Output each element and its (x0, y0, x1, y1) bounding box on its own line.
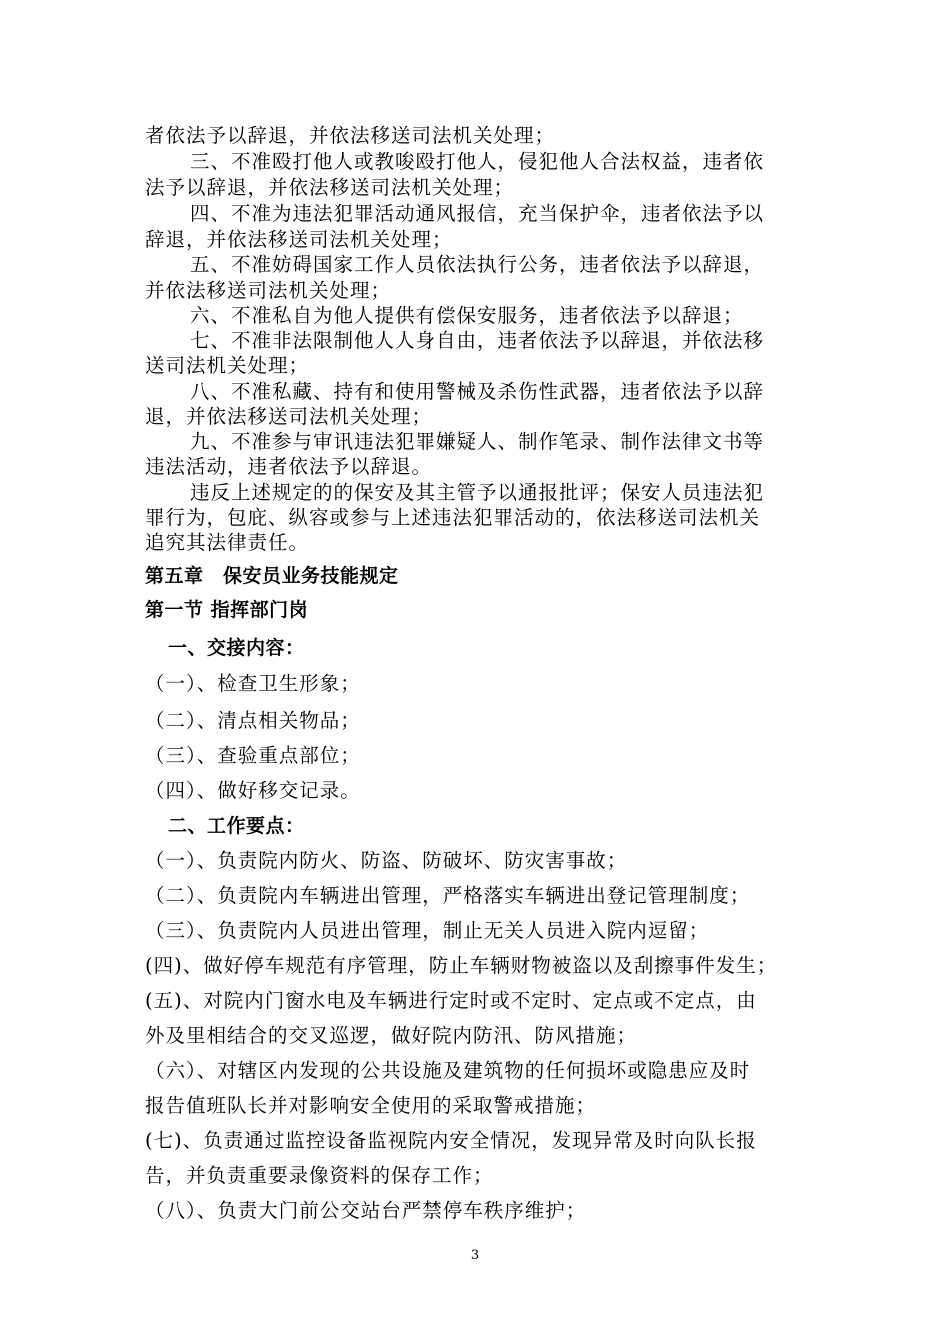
text-line: 三、不准殴打他人或教唆殴打他人，侵犯他人合法权益，违者依 (190, 150, 765, 173)
text-line: 追究其法律责任。 (145, 531, 310, 554)
list-item-continuation: 外及里相结合的交叉巡逻，做好院内防汛、防风措施； (145, 1024, 638, 1047)
subsection-heading: 二、工作要点： (168, 815, 305, 837)
text-line: 送司法机关处理； (145, 354, 310, 377)
text-line: 并依法移送司法机关处理； (145, 279, 392, 302)
text-line: 七、不准非法限制他人人身自由，违者依法予以辞退，并依法移 (190, 329, 765, 352)
chapter-heading: 第五章 保安员业务技能规定 (145, 565, 399, 587)
text-line: 四、不准为违法犯罪活动通风报信，充当保护伞，违者依法予以 (190, 202, 765, 225)
subsection-heading: 一、交接内容： (168, 637, 305, 659)
page-number: 3 (470, 1248, 480, 1263)
text-line: 八、不准私藏、持有和使用警械及杀伤性武器，违者依法予以辞 (190, 380, 765, 403)
list-item: (四)、做好停车规范有序管理，防止车辆财物被盗以及刮擦事件发生； (145, 954, 778, 977)
list-item: （六）、对辖区内发现的公共设施及建筑物的任何损坏或隐患应及时 (145, 1059, 751, 1082)
text-line: 五、不准妨碍国家工作人员依法执行公务，违者依法予以辞退， (190, 253, 765, 276)
list-item: (五)、对院内门窗水电及车辆进行定时或不定时、定点或不定点，由 (145, 989, 757, 1012)
list-item-continuation: 告，并负责重要录像资料的保存工作； (145, 1164, 494, 1187)
list-item: （一）、检查卫生形象； (145, 672, 361, 695)
text-line: 违法活动，违者依法予以辞退。 (145, 455, 433, 478)
text-line: 退，并依法移送司法机关处理； (145, 405, 433, 428)
list-item: （二）、清点相关物品； (145, 709, 361, 732)
list-item: （四）、做好移交记录。 (145, 779, 361, 802)
section-heading: 第一节 指挥部门岗 (145, 599, 309, 621)
text-line: 法予以辞退，并依法移送司法机关处理； (145, 176, 515, 199)
text-line: 辞退，并依法移送司法机关处理； (145, 228, 453, 251)
list-item: （三）、查验重点部位； (145, 744, 361, 767)
list-item: （三）、负责院内人员进出管理，制止无关人员进入院内逗留； (145, 919, 710, 942)
text-line: 九、不准参与审讯违法犯罪嫌疑人、制作笔录、制作法律文书等 (190, 430, 765, 453)
text-line: 六、不准私自为他人提供有偿保安服务，违者依法予以辞退； (190, 304, 744, 327)
text-line: 罪行为，包庇、纵容或参与上述违法犯罪活动的，依法移送司法机关 (145, 506, 761, 529)
text-line: 者依法予以辞退，并依法移送司法机关处理； (145, 124, 556, 147)
list-item: (七)、负责通过监控设备监视院内安全情况，发现异常及时向队长报 (145, 1129, 757, 1152)
list-item-continuation: 报告值班队长并对影响安全使用的采取警戒措施； (145, 1094, 597, 1117)
list-item: （一）、负责院内防火、防盗、防破坏、防灾害事故； (145, 849, 628, 872)
text-line: 违反上述规定的的保安及其主管予以通报批评；保安人员违法犯 (190, 481, 765, 504)
list-item: （二）、负责院内车辆进出管理，严格落实车辆进出登记管理制度； (145, 884, 751, 907)
list-item: （八）、负责大门前公交站台严禁停车秩序维护； (145, 1199, 587, 1222)
